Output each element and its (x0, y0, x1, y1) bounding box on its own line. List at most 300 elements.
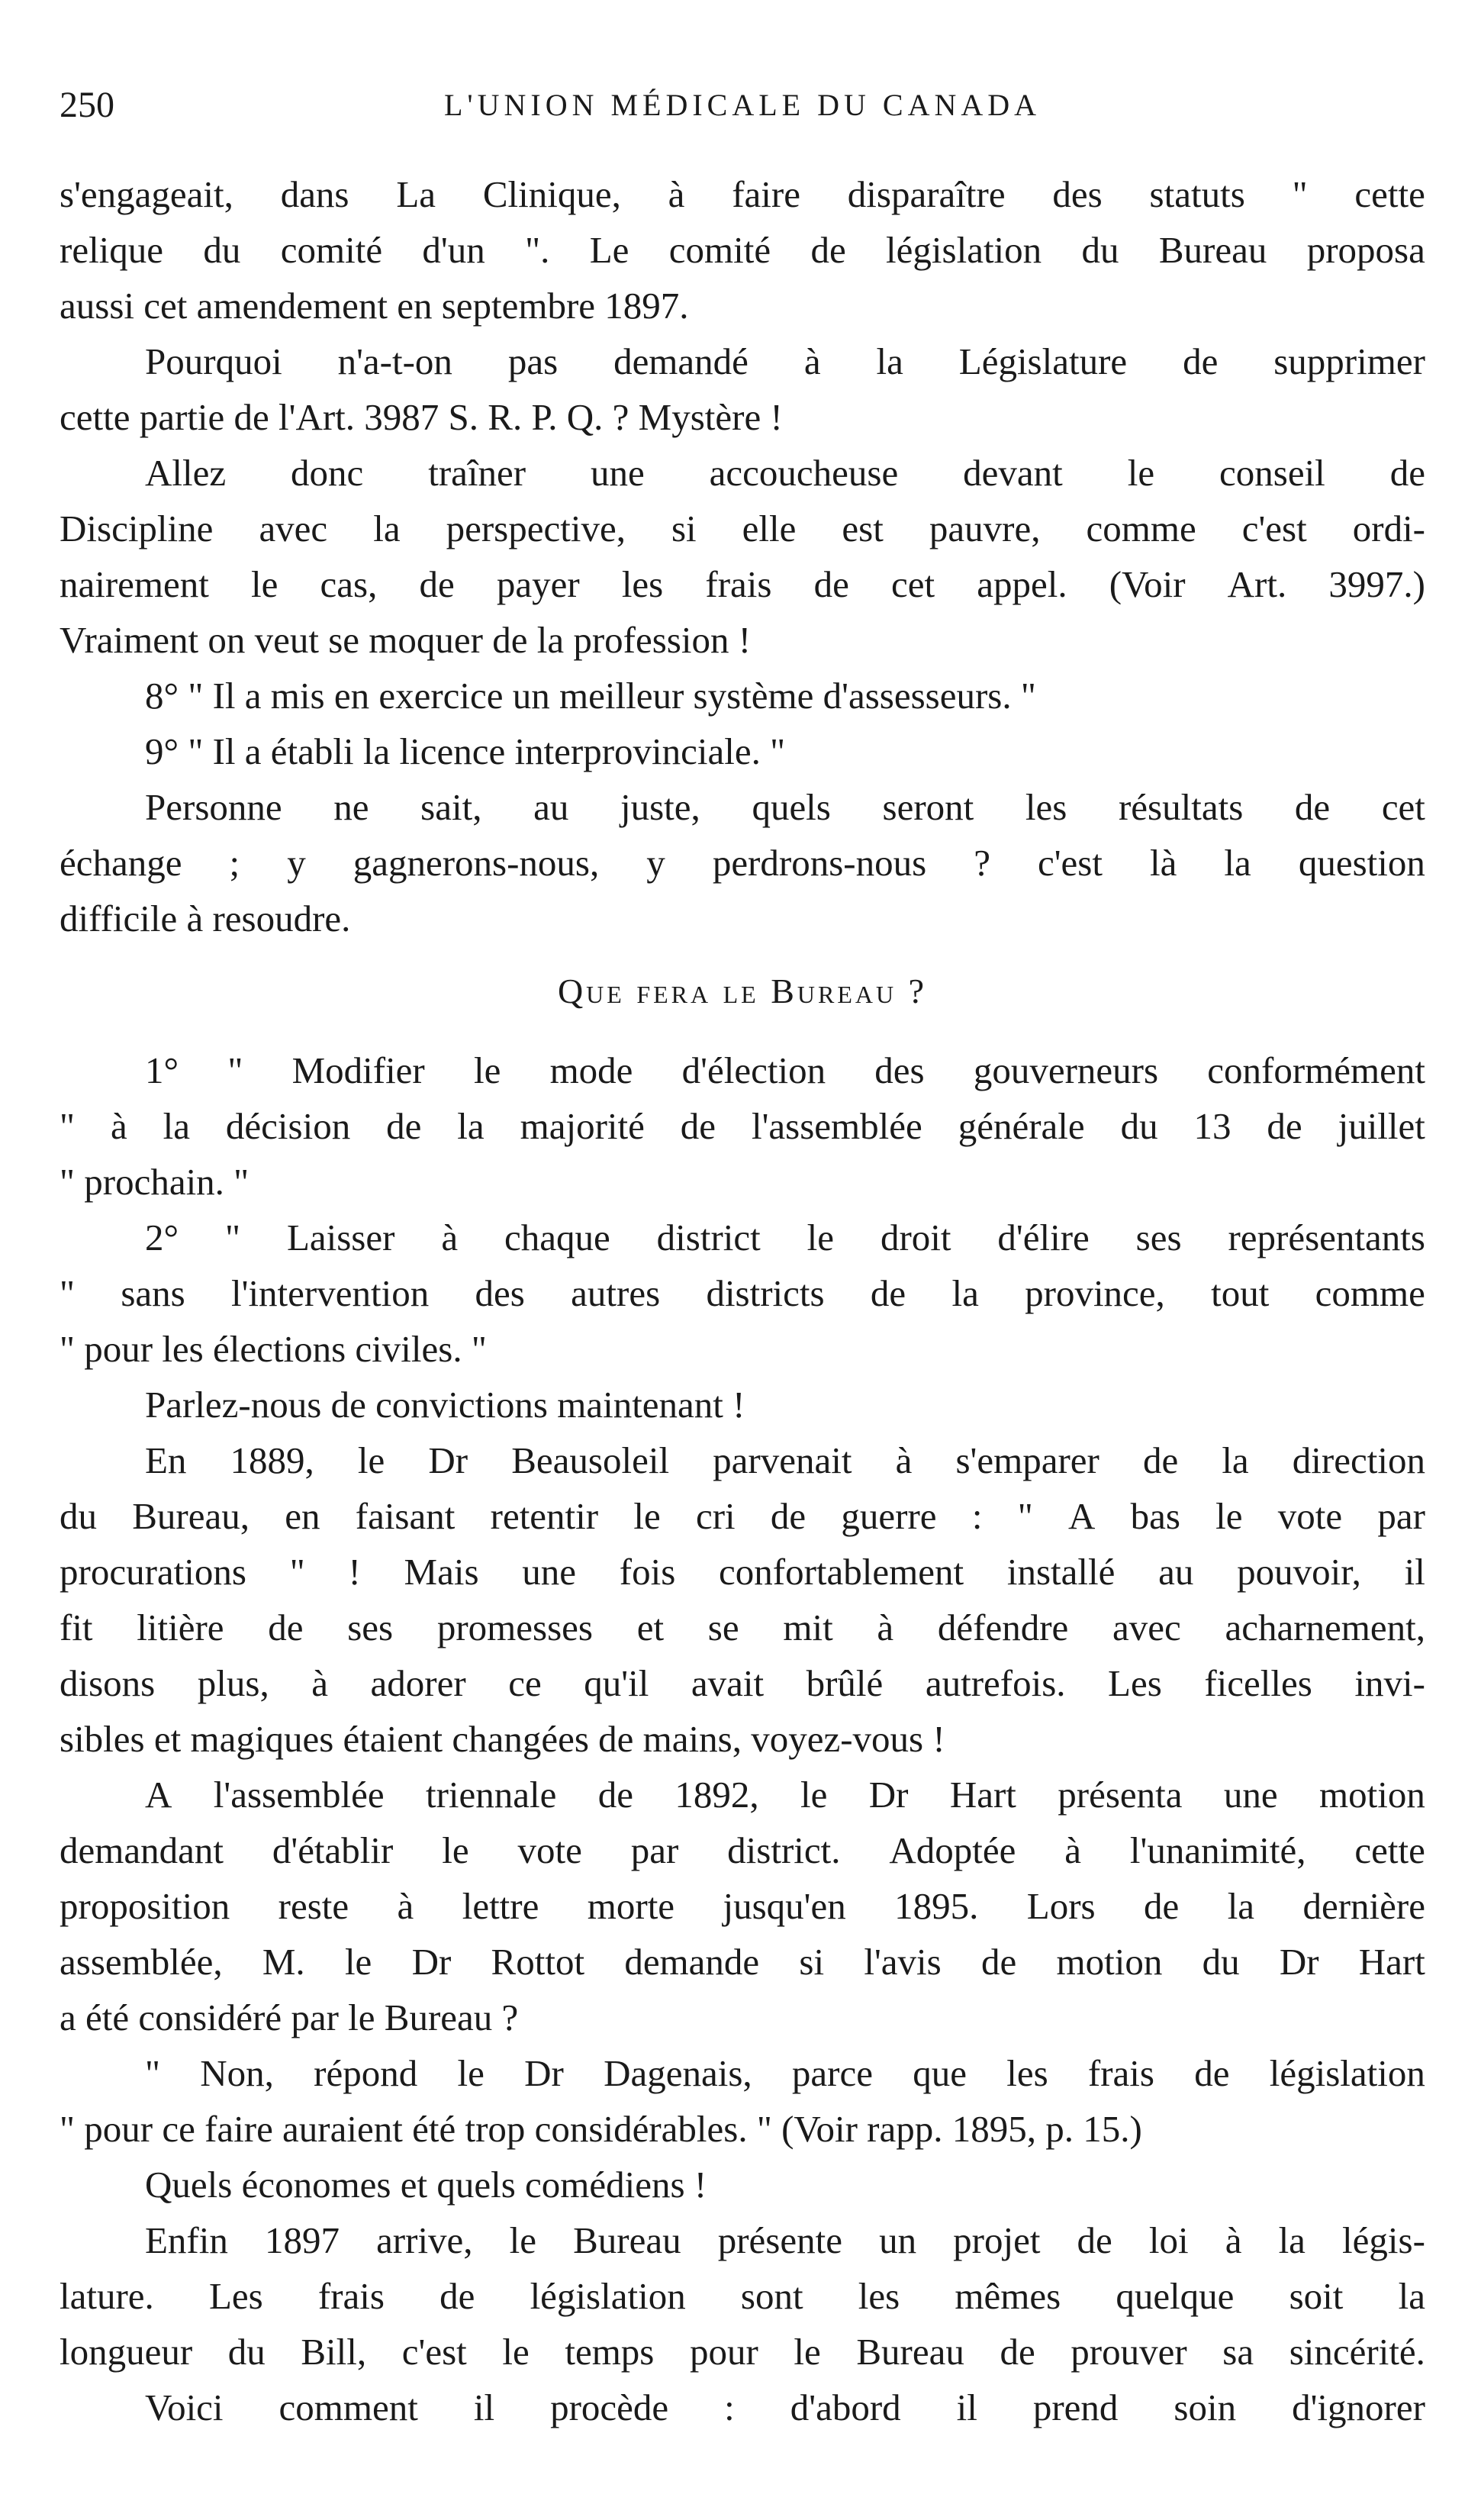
word: au (533, 786, 569, 828)
word: à (397, 1885, 414, 1927)
word: le (633, 1495, 661, 1537)
word: districts (706, 1272, 825, 1314)
word: pauvre, (929, 508, 1041, 549)
word: En (145, 1439, 187, 1481)
text-line (60, 2045, 1425, 2101)
word: juillet (1338, 1105, 1425, 1147)
word: elle (742, 508, 797, 549)
text-line (60, 1265, 1425, 1321)
word: assemblée, (60, 1941, 223, 1983)
word: " (60, 1272, 76, 1314)
word: soin (1174, 2386, 1237, 2428)
word: Dr (428, 1439, 468, 1481)
text-line (60, 1210, 1425, 1265)
word: de (419, 563, 455, 605)
word: payer (496, 563, 580, 605)
word: n'a-t-on (337, 340, 452, 382)
word: adorer (370, 1662, 466, 1704)
word: droit (880, 1216, 951, 1258)
word: Dr (1279, 1941, 1319, 1983)
word: y (287, 842, 306, 884)
word: de (439, 2275, 475, 2317)
word: le (509, 2219, 537, 2261)
text-line: Quels économes et quels comédiens ! (145, 2164, 707, 2206)
text-line (60, 1767, 1425, 1822)
paragraph-block-1 (60, 166, 1425, 946)
word: ? (974, 842, 990, 884)
word: présenta (1058, 1774, 1183, 1816)
word: demandant (60, 1829, 224, 1871)
word: à (895, 1439, 913, 1481)
text-line (60, 501, 1425, 556)
word: mode (549, 1049, 633, 1091)
word: ses (1135, 1216, 1182, 1258)
word: comment (278, 2386, 418, 2428)
word: la (163, 1105, 190, 1147)
word: dans (280, 173, 349, 215)
word: vote (1277, 1495, 1343, 1537)
word: il (956, 2386, 977, 2428)
word: gagnerons-nous, (353, 842, 600, 884)
word: l'avis (864, 1941, 942, 1983)
word: ne (333, 786, 369, 828)
word: les (621, 563, 664, 605)
word: à (110, 1105, 127, 1147)
word: faisant (355, 1495, 456, 1537)
word: comme (1315, 1272, 1425, 1314)
word: la (1398, 2275, 1425, 2317)
word: Art. (1227, 563, 1287, 605)
word: " (227, 1049, 243, 1091)
word: de (770, 1495, 807, 1537)
word: de (1142, 1439, 1179, 1481)
word: Voici (145, 2386, 224, 2428)
word: direction (1292, 1439, 1425, 1481)
word: Bureau, (132, 1495, 250, 1537)
text-line: cette partie de l'Art. 3987 S. R. P. Q. ? Mystère ! (60, 396, 783, 438)
text-line (60, 1934, 1425, 1990)
word: de (1000, 2331, 1035, 2373)
word: " (289, 1551, 305, 1593)
word: loi (1148, 2219, 1189, 2261)
word: répond (314, 2052, 418, 2094)
word: frais (1087, 2052, 1154, 2094)
word: de (810, 229, 846, 271)
word: résultats (1118, 786, 1244, 828)
word: A (1067, 1495, 1096, 1537)
word: de (1267, 1105, 1302, 1147)
word: Non, (200, 2052, 274, 2094)
word: d'élection (681, 1049, 826, 1091)
word: des (1052, 173, 1103, 215)
word: Législature (958, 340, 1128, 382)
word: présente (717, 2219, 842, 2261)
word: : (724, 2386, 735, 2428)
word: à (311, 1662, 329, 1704)
word: 1892, (674, 1774, 759, 1816)
word: cri (695, 1495, 736, 1537)
word: relique (60, 229, 164, 271)
word: y (646, 842, 665, 884)
word: ficelles (1204, 1662, 1312, 1704)
word: bas (1130, 1495, 1180, 1537)
text-line: a été considéré par le Bureau ? (60, 1996, 519, 2038)
text-line (60, 2212, 1425, 2268)
word: Mais (404, 1551, 479, 1593)
word: question (1298, 842, 1425, 884)
text-line: difficile à resoudre. (60, 897, 351, 939)
word: cet (890, 563, 935, 605)
word: de (1389, 452, 1425, 494)
word: le (357, 1439, 385, 1481)
word: cette (1354, 1829, 1425, 1871)
word: législation (886, 229, 1042, 271)
word: Dagenais, (604, 2052, 752, 2094)
word: l'unanimité, (1129, 1829, 1306, 1871)
word: d'ignorer (1292, 2386, 1425, 2428)
word: de (680, 1105, 716, 1147)
word: le (807, 1216, 835, 1258)
word: Dr (411, 1941, 452, 1983)
word: le (473, 1049, 501, 1091)
text-line (60, 1432, 1425, 1488)
word: à (1225, 2219, 1242, 2261)
word: de (980, 1941, 1017, 1983)
text-line (60, 1042, 1425, 1098)
word: vote (517, 1829, 582, 1871)
text-line (60, 779, 1425, 835)
word: Adoptée (889, 1829, 1016, 1871)
text-line (60, 1488, 1425, 1544)
word: Allez (145, 452, 227, 494)
word: du (1120, 1105, 1158, 1147)
word: frais (317, 2275, 385, 2317)
text-line (60, 222, 1425, 278)
word: " (1017, 1495, 1033, 1537)
word: que (913, 2052, 967, 2094)
word: reste (278, 1885, 349, 1927)
word: sait, (420, 786, 482, 828)
word: ordi- (1352, 508, 1425, 549)
word: seront (882, 786, 974, 828)
word: Pourquoi (145, 340, 282, 382)
word: soit (1289, 2275, 1344, 2317)
word: A (145, 1774, 172, 1816)
running-title: L'UNION MÉDICALE DU CANADA (443, 88, 1042, 122)
text-line: 9° " Il a établi la licence interprovinciale. " (145, 730, 786, 772)
word: nairement (60, 563, 209, 605)
word: s'engageait, (60, 173, 233, 215)
word: motion (1319, 1774, 1425, 1816)
word: confortablement (719, 1551, 964, 1593)
text-line (60, 1878, 1425, 1934)
word: Bureau (1158, 229, 1267, 271)
word: des (874, 1049, 925, 1091)
word: cas, (320, 563, 378, 605)
word: sont (740, 2275, 803, 2317)
word: district. (727, 1829, 841, 1871)
word: majorité (520, 1105, 645, 1147)
word: dernière (1302, 1885, 1425, 1927)
word: " (60, 1105, 76, 1147)
paragraph-block-2 (60, 1042, 1425, 2435)
word: appel. (977, 563, 1067, 605)
word: 2° (145, 1216, 179, 1258)
word: une (1223, 1774, 1278, 1816)
word: 13 (1193, 1105, 1231, 1147)
word: les (1006, 2052, 1048, 2094)
word: proposa (1306, 229, 1425, 271)
word: cet (1381, 786, 1425, 828)
word: en (285, 1495, 320, 1537)
word: par (1377, 1495, 1425, 1537)
word: d'établir (272, 1829, 394, 1871)
word: Les (208, 2275, 263, 2317)
word: sa (1222, 2331, 1254, 2373)
word: Beausoleil (511, 1439, 670, 1481)
word: (Voir (1109, 563, 1186, 605)
word: La (396, 173, 436, 215)
word: quels (752, 786, 831, 828)
word: conformément (1207, 1049, 1425, 1091)
section-title (60, 957, 1425, 1026)
word: " (145, 2052, 161, 2094)
word: représentants (1228, 1216, 1425, 1258)
word: proposition (60, 1885, 230, 1927)
word: par (630, 1829, 679, 1871)
word: des (475, 1272, 525, 1314)
word: prouver (1071, 2331, 1187, 2373)
word: si (671, 508, 697, 549)
text-line: aussi cet amendement en septembre 1897. (60, 285, 689, 327)
word: une (522, 1551, 577, 1593)
word: il (1404, 1551, 1425, 1593)
word: disparaître (847, 173, 1006, 215)
text-line: 8° " Il a mis en exercice un meilleur système d'assesseurs. " (145, 675, 1036, 717)
word: promesses (436, 1606, 593, 1648)
text-line (60, 166, 1425, 222)
text-line: " prochain. " (60, 1161, 250, 1203)
text-line (60, 2324, 1425, 2380)
word: litière (137, 1606, 224, 1648)
word: de (1144, 1885, 1180, 1927)
word: c'est (1037, 842, 1103, 884)
word: le (251, 563, 278, 605)
word: de (386, 1105, 422, 1147)
text-line (60, 1098, 1425, 1154)
word: au (1158, 1551, 1194, 1593)
word: le (1215, 1495, 1243, 1537)
text-line: " pour les élections civiles. " (60, 1328, 487, 1370)
word: est (842, 508, 884, 549)
word: les (1025, 786, 1067, 828)
word: de (1294, 786, 1331, 828)
word: à (877, 1606, 894, 1648)
word: de (268, 1606, 304, 1648)
word: pour (689, 2331, 758, 2373)
text-line (60, 334, 1425, 389)
word: s'emparer (955, 1439, 1099, 1481)
word: comité (280, 229, 383, 271)
word: Hart (1358, 1941, 1425, 1983)
word: la (876, 340, 903, 382)
word: l'intervention (231, 1272, 430, 1314)
word: autres (571, 1272, 661, 1314)
word: Clinique, (482, 173, 621, 215)
word: une (591, 452, 645, 494)
word: décision (225, 1105, 351, 1147)
word: juste, (620, 786, 700, 828)
text-line (60, 1655, 1425, 1711)
word: du (1202, 1941, 1240, 1983)
word: de (870, 1272, 906, 1314)
word: triennale (425, 1774, 557, 1816)
page-number: 250 (60, 85, 114, 125)
word: d'abord (790, 2386, 901, 2428)
word: c'est (1241, 508, 1307, 549)
word: avec (259, 508, 328, 549)
text-line: Parlez-nous de convictions maintenant ! (145, 1384, 745, 1426)
text-line (60, 1544, 1425, 1600)
word: Bureau (856, 2331, 964, 2373)
word: gouverneurs (973, 1049, 1159, 1091)
word: faire (732, 173, 800, 215)
word: M. (262, 1941, 305, 1983)
word: ". (525, 229, 550, 271)
word: l'assemblée (213, 1774, 385, 1816)
word: d'élire (997, 1216, 1090, 1258)
word: 1889, (230, 1439, 314, 1481)
word: Hart (949, 1774, 1016, 1816)
word: Dr (868, 1774, 909, 1816)
word: le (502, 2331, 530, 2373)
word: province, (1025, 1272, 1165, 1314)
word: le (794, 2331, 821, 2373)
text-line (60, 1600, 1425, 1655)
word: le (1127, 452, 1155, 494)
word: morte (587, 1885, 675, 1927)
word: du (203, 229, 241, 271)
word: retentir (490, 1495, 599, 1537)
text-line: Vraiment on veut se moquer de la profession ! (60, 619, 752, 661)
word: ce (508, 1662, 542, 1704)
word: Rottot (491, 1941, 585, 1983)
word: conseil (1219, 452, 1325, 494)
word: du (1081, 229, 1119, 271)
word: perdrons-nous (712, 842, 927, 884)
word: légis- (1342, 2219, 1425, 2261)
word: défendre (937, 1606, 1069, 1648)
word: traîner (428, 452, 526, 494)
word: pas (507, 340, 559, 382)
text-line: sibles et magiques étaient changées de mains, voyez-vous ! (60, 1718, 945, 1760)
word: plus, (197, 1662, 269, 1704)
word: à (803, 340, 821, 382)
word: le (442, 1829, 469, 1871)
word: 3997.) (1328, 563, 1425, 605)
word: à (668, 173, 685, 215)
text-line (60, 2380, 1425, 2435)
word: de (1077, 2219, 1112, 2261)
word: jusqu'en (723, 1885, 846, 1927)
word: là (1150, 842, 1177, 884)
word: qu'il (584, 1662, 649, 1704)
text-line (60, 835, 1425, 891)
word: acharnement, (1225, 1606, 1425, 1648)
word: installé (1006, 1551, 1116, 1593)
word: procède (550, 2386, 669, 2428)
word: Dr (524, 2052, 564, 2094)
word: donc (291, 452, 364, 494)
word: le (457, 2052, 485, 2094)
word: sans (121, 1272, 185, 1314)
word: Laisser (286, 1216, 395, 1258)
word: 1895. (894, 1885, 979, 1927)
word: 1° (145, 1049, 179, 1091)
word: Personne (145, 786, 282, 828)
word: brûlé (806, 1662, 884, 1704)
word: lature. (60, 2275, 154, 2317)
word: de (1194, 2052, 1230, 2094)
word: perspective, (446, 508, 626, 549)
word: accoucheuse (709, 452, 899, 494)
word: parvenait (713, 1439, 852, 1481)
word: ; (229, 842, 240, 884)
page-header (60, 82, 1425, 128)
word: les (858, 2275, 900, 2317)
word: avait (691, 1662, 765, 1704)
word: tout (1211, 1272, 1270, 1314)
word: mêmes (955, 2275, 1061, 2317)
word: comité (668, 229, 771, 271)
word: statuts (1149, 173, 1245, 215)
text-line (60, 556, 1425, 612)
text-line (60, 445, 1425, 501)
word: la (373, 508, 401, 549)
word: devant (963, 452, 1063, 494)
word: ! (348, 1551, 361, 1593)
word: mit (783, 1606, 833, 1648)
word: district (656, 1216, 761, 1258)
word: comme (1086, 508, 1196, 549)
word: à (441, 1216, 459, 1258)
word: supprimer (1273, 340, 1425, 382)
word: temps (565, 2331, 655, 2373)
text-line (60, 1822, 1425, 1878)
word: fois (619, 1551, 676, 1593)
word: de (597, 1774, 633, 1816)
word: Discipline (60, 508, 214, 549)
word: un (879, 2219, 917, 2261)
word: Lors (1026, 1885, 1096, 1927)
text-line (60, 2268, 1425, 2324)
word: il (473, 2386, 495, 2428)
word: Les (1108, 1662, 1162, 1704)
word: législation (1269, 2052, 1425, 2094)
word: " (225, 1216, 241, 1258)
word: du (227, 2331, 266, 2373)
word: Modifier (291, 1049, 425, 1091)
word: Bureau (573, 2219, 681, 2261)
word: la (951, 1272, 979, 1314)
word: arrive, (376, 2219, 473, 2261)
word: fit (60, 1606, 93, 1648)
word: la (1224, 842, 1251, 884)
word: disons (60, 1662, 156, 1704)
word: invi- (1354, 1662, 1425, 1704)
word: à (1064, 1829, 1082, 1871)
word: longueur (60, 2331, 193, 2373)
